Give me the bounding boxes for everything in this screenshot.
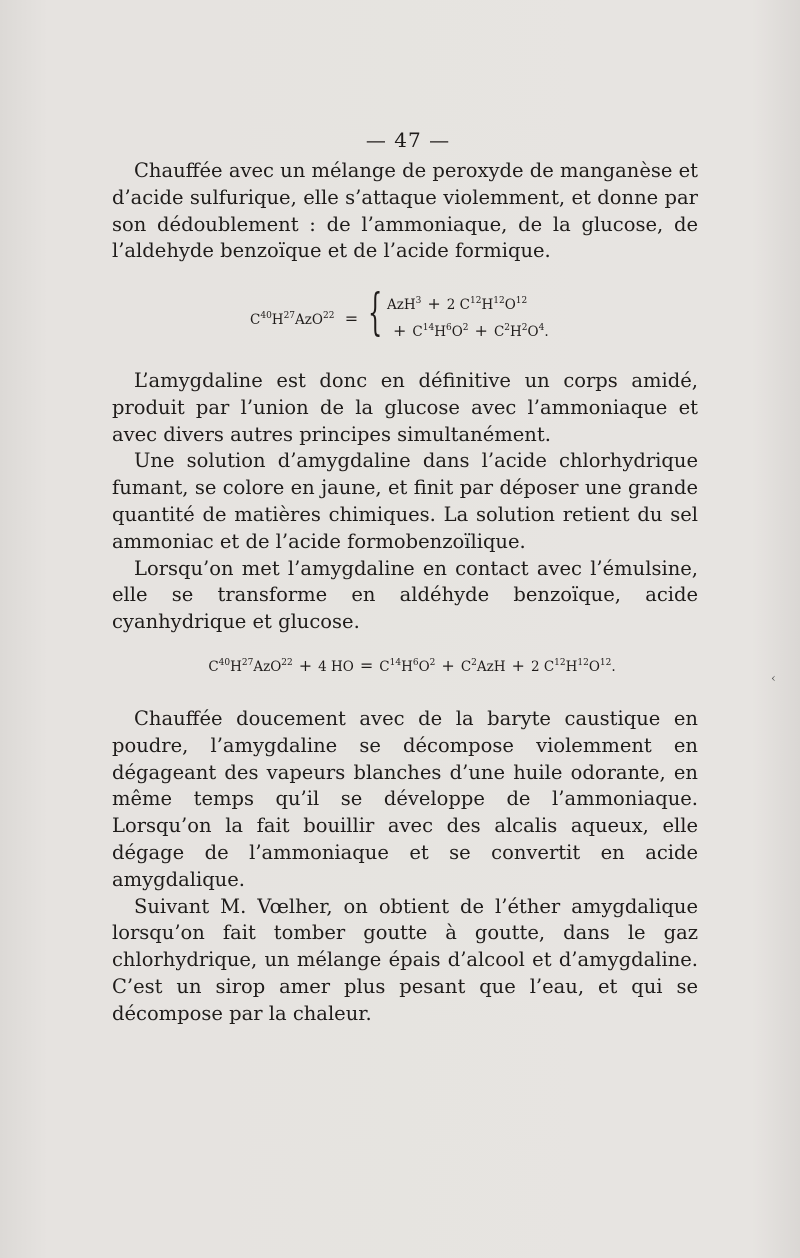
text-block-3	[112, 706, 698, 1028]
equation-1-rhs-line-2: + $C^{14}H^6O^2 + C^2H^2O^4$.	[393, 321, 549, 340]
equation-1-lhs: $C^{40}H^{27}AzO^{22}$ =	[250, 309, 359, 328]
text-block-1	[112, 158, 698, 265]
paragraph-5: Chauffée doucement avec de la baryte caustique en poudre, l’amygdaline se décompose violemment en dégageant des vapeurs blanches d’une huile odorante, en même temps qu’il se développe de l’ammoniaque. Lorsqu’on la fait bouillir avec des alcalis aqueux, elle dégage de l’ammoniaque et se convertit en acide amygdalique.	[112, 707, 698, 891]
equation-1-rhs-line-1: AzH$^3$ + 2 $C^{12}H^{12}O^{12}$	[387, 294, 528, 313]
chemical-equation-1	[250, 283, 650, 347]
page-number: — 47 —	[365, 128, 451, 152]
text-block-2	[112, 368, 698, 636]
paragraph-2: L’amygdaline est donc en définitive un corps amidé, produit par l’union de la glucose avec l’ammoniaque et avec divers autres principes simultanément.	[112, 369, 698, 446]
left-brace-icon: {	[368, 283, 383, 341]
chemical-equation-2: $C^{40}H^{27}AzO^{22} + 4$ HO = $C^{14}H^6O^2 + C^2AzH + 2$ $C^{12}H^{12}O^{12}$.	[208, 656, 616, 675]
paragraph-6: Suivant M. Vœlher, on obtient de l’éther amygdalique lorsqu’on fait tomber goutte à goutte, dans le gaz chlorhydrique, un mélange épais d’alcool et d’amygdaline. C’est un sirop amer plus pesant que l’eau, et qui se décompose par la chaleur.	[112, 894, 698, 1025]
paragraph-1: Chauffée avec un mélange de peroxyde de manganèse et d’acide sulfurique, elle s’attaque violemment, et donne par son dédoublement : de l’ammoniaque, de la glucose, de l’aldehyde benzoïque et de l’acide formique.	[112, 159, 698, 263]
paragraph-4: Lorsqu’on met l’amygdaline en contact avec l’émulsine, elle se transforme en aldéhyde benzoïque, acide cyanhydrique et glucose.	[112, 556, 698, 634]
paragraph-3: Une solution d’amygdaline dans l’acide chlorhydrique fumant, se colore en jaune, et finit par déposer une grande quantité de matières chimiques. La solution retient du sel ammoniac et de l’acide formobenzoïlique.	[112, 449, 698, 553]
margin-mark: ‹	[771, 671, 776, 685]
